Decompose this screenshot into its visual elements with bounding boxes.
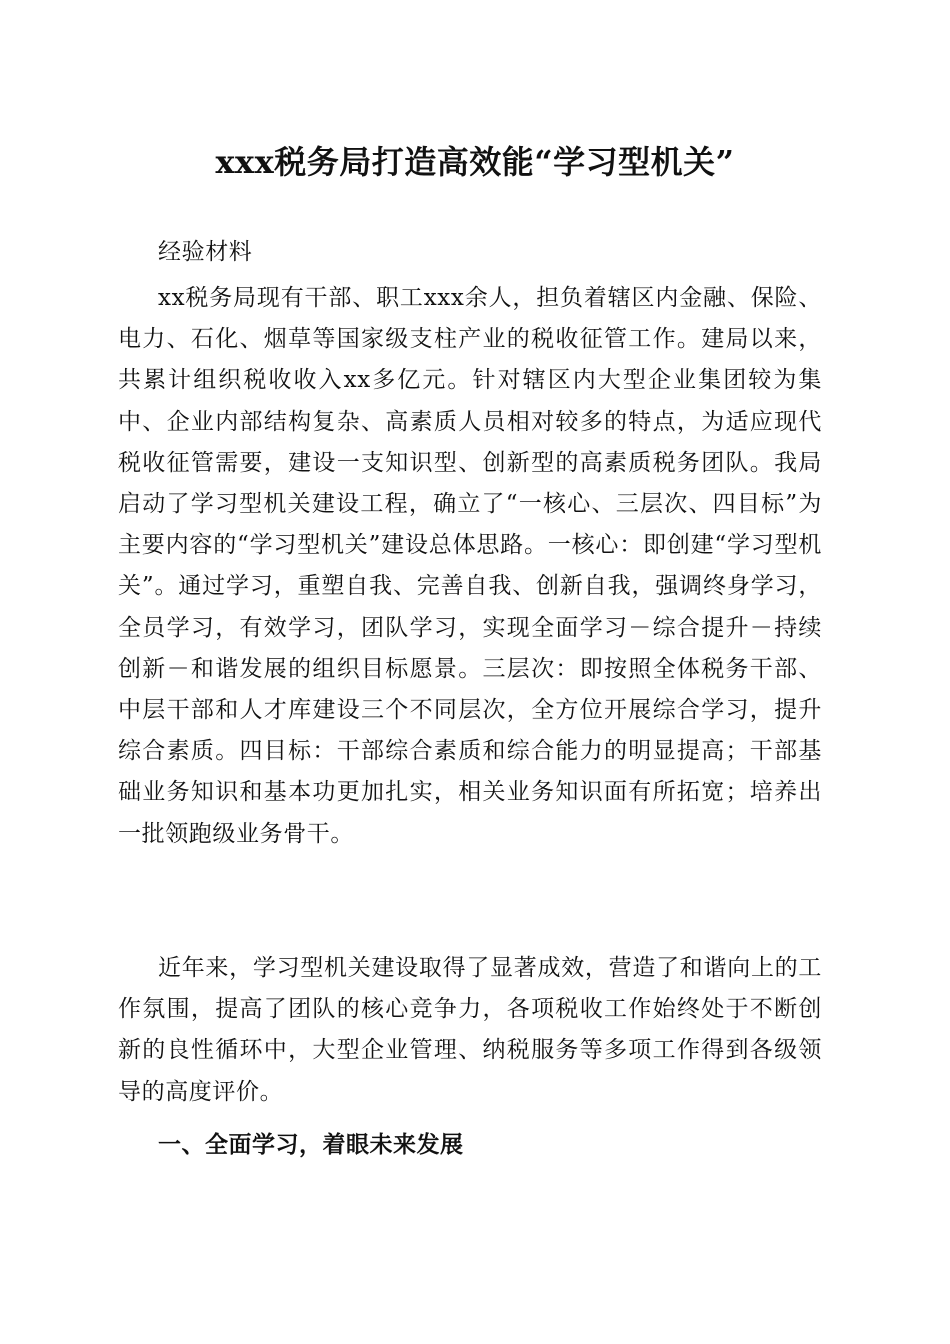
- document-title: xxx税务局打造高效能“学习型机关”: [215, 143, 735, 181]
- document-subtitle: 经验材料: [158, 239, 253, 265]
- body-paragraph-2: 近年来，学习型机关建设取得了显著成效，营造了和谐向上的工作氛围，提高了团队的核心竞争力，各项税收工作始终处于不断创新的良性循环中，大型企业管理、纳税服务等多项工作得到各级领导的高度评价。: [118, 955, 822, 1105]
- body-paragraph-1: xx税务局现有干部、职工xxx余人，担负着辖区内金融、保险、电力、石化、烟草等国家级支柱产业的税收征管工作。建局以来，共累计组织税收收入xx多亿元。针对辖区内大型企业集团较为集中、企业内部结构复杂、高素质人员相对较多的特点，为适应现代税收征管需要，建设一支知识型、创新型的高素质税务团队。我局启动了学习型机关建设工程，确立了“一核心、三层次、四目标”为主要内容的“学习型机关”建设总体思路。一核心：即创建“学习型机关”。通过学习，重塑自我、完善自我、创新自我，强调终身学习，全员学习，有效学习，团队学习，实现全面学习－综合提升－持续创新－和谐发展的组织目标愿景。三层次：即按照全体税务干部、中层干部和人才库建设三个不同层次，全方位开展综合学习，提升综合素质。四目标：干部综合素质和综合能力的明显提高；干部基础业务知识和基本功更加扎实，相关业务知识面有所拓宽；培养出一批领跑级业务骨干。: [118, 285, 822, 847]
- section-heading-1: 一、全面学习，着眼未来发展: [158, 1132, 464, 1158]
